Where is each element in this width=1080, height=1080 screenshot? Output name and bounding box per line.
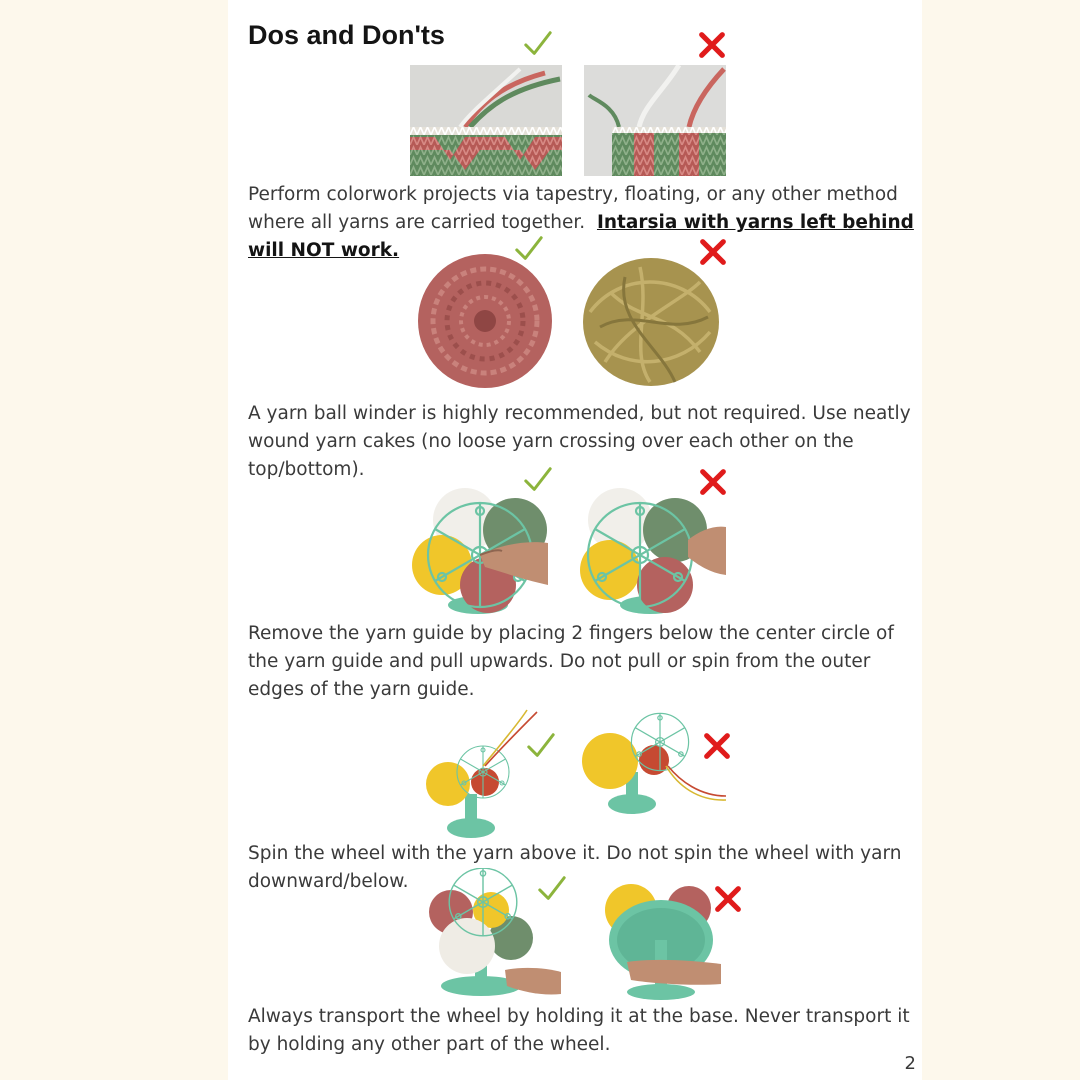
- yarn-guide-do-photo: [410, 485, 548, 615]
- cross-mark-icon: [697, 30, 727, 60]
- yarn-ball-dont-photo: [580, 252, 722, 390]
- spin-dont-photo: [580, 706, 728, 816]
- colorwork-dont-photo: [584, 65, 726, 176]
- section-1-warning: Intarsia with yarns left behind will NOT work.: [248, 212, 914, 261]
- yarn-cake-do-photo: [415, 252, 555, 390]
- page-title: Dos and Don'ts: [248, 20, 445, 50]
- check-mark-icon: [523, 29, 553, 59]
- instruction-page: [228, 0, 922, 1080]
- section-4-text: Spin the wheel with the yarn above it. Do not spin the wheel with yarn downward/below.: [248, 843, 902, 892]
- section-3-text: Remove the yarn guide by placing 2 fingers below the center circle of the yarn guide and pull upwards. Do not pull or spin from the outer edges of the yarn guide.: [248, 623, 894, 700]
- yarn-guide-dont-photo: [580, 485, 726, 615]
- section-5-text: Always transport the wheel by holding it at the base. Never transport it by holding any other part of the wheel.: [248, 1006, 910, 1055]
- section-1-body: Perform colorwork projects via tapestry, floating, or any other method where all yarns are carried together.: [248, 184, 898, 233]
- spin-do-photo: [423, 706, 543, 842]
- section-2-text: A yarn ball winder is highly recommended, but not required. Use neatly wound yarn cakes (no loose yarn crossing over each other on the top/bottom).: [248, 403, 911, 480]
- page-number: 2: [904, 1053, 916, 1074]
- transport-dont-photo: [601, 880, 725, 1002]
- colorwork-do-photo: [410, 65, 562, 176]
- transport-do-photo: [423, 868, 561, 998]
